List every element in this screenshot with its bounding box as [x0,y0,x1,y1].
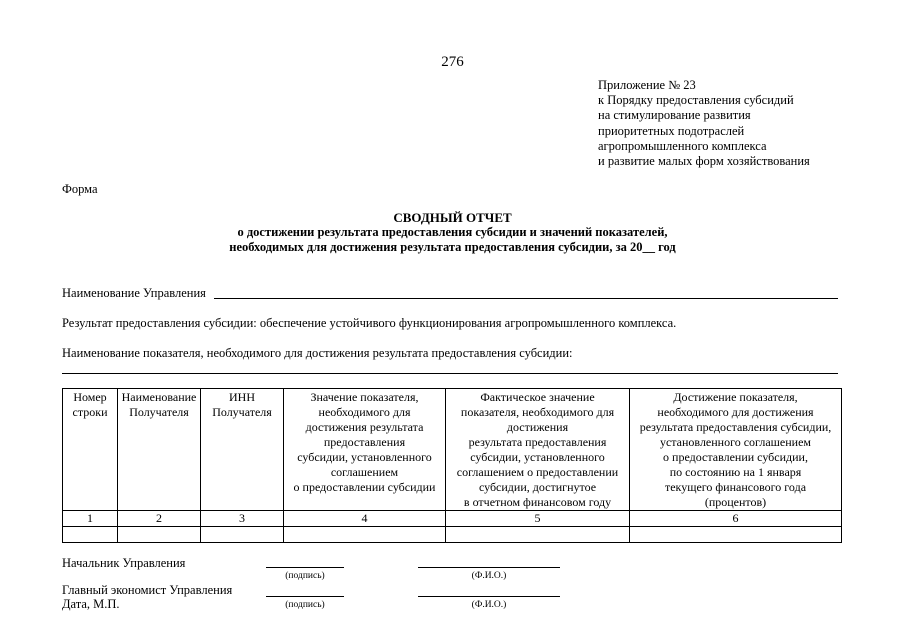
economist-name-line[interactable] [418,596,560,597]
header-recipient-name: Наименование Получателя [118,389,201,511]
head-of-department-label: Начальник Управления [62,556,186,570]
table-cell[interactable] [446,527,630,543]
appendix-line: приоритетных подотраслей [598,123,745,138]
head-signature-line[interactable] [266,567,344,568]
signature-caption: (подпись) [285,600,325,610]
column-number: 1 [63,511,118,527]
signature-caption: (подпись) [285,571,325,581]
header-target-value: Значение показателя, необходимого для достижения результата предоставления субсидии, установленного соглашением о предоставлении субсидии [284,389,446,511]
table-cell[interactable] [630,527,842,543]
column-number: 3 [201,511,284,527]
appendix-line: к Порядку предоставления субсидий [598,93,794,108]
header-achievement: Достижение показателя, необходимого для достижения результата предоставления субсидии, установленного соглашением о предоставлении субсидии, по состоянию на 1 января текущего финансового года (процентов) [630,389,842,511]
table-cell[interactable] [63,527,118,543]
header-recipient-inn: ИНН Получателя [201,389,284,511]
table-cell[interactable] [201,527,284,543]
department-name-label: Наименование Управления [62,286,206,300]
department-name-field[interactable] [214,298,838,299]
economist-signature-line[interactable] [266,596,344,597]
appendix-line: на стимулирование развития [598,108,751,123]
form-label: Форма [62,182,98,196]
date-stamp-label: Дата, М.П. [62,597,120,611]
report-title-main: СВОДНЫЙ ОТЧЕТ [393,210,512,225]
report-table [62,388,842,543]
report-title-line: необходимых для достижения результата предоставления субсидии, за 20__ год [229,240,676,254]
head-name-line[interactable] [418,567,560,568]
name-caption: (Ф.И.О.) [471,571,507,581]
table-row [63,527,842,543]
indicator-name-label: Наименование показателя, необходимого для достижения результата предоставления субсидии: [62,346,573,360]
appendix-line: Приложение № 23 [598,78,696,92]
appendix-block [598,78,810,169]
column-number: 5 [446,511,630,527]
report-title-line: о достижении результата предоставления субсидии и значений показателей, [237,225,668,239]
subsidy-result-text: Результат предоставления субсидии: обеспечение устойчивого функционирования агропромышленного комплекса. [62,316,677,330]
name-caption: (Ф.И.О.) [471,600,507,610]
chief-economist-label: Главный экономист Управления [62,583,233,597]
table-header-row [63,389,842,511]
table-cell[interactable] [284,527,446,543]
column-number: 4 [284,511,446,527]
column-number: 2 [118,511,201,527]
report-title [0,210,905,255]
header-actual-value: Фактическое значение показателя, необходимого для достижения результата предоставления субсидии, установленного соглашением о предоставлении субсидии, достигнутое в отчетном финансовом году [446,389,630,511]
appendix-line: и развитие малых форм хозяйствования [598,154,810,169]
appendix-line: агропромышленного комплекса [598,138,767,153]
header-row-number: Номер строки [63,389,118,511]
column-number: 6 [630,511,842,527]
table-cell[interactable] [118,527,201,543]
column-numbers-row [63,511,842,527]
page-number: 276 [441,54,464,70]
indicator-name-field[interactable] [62,373,838,374]
